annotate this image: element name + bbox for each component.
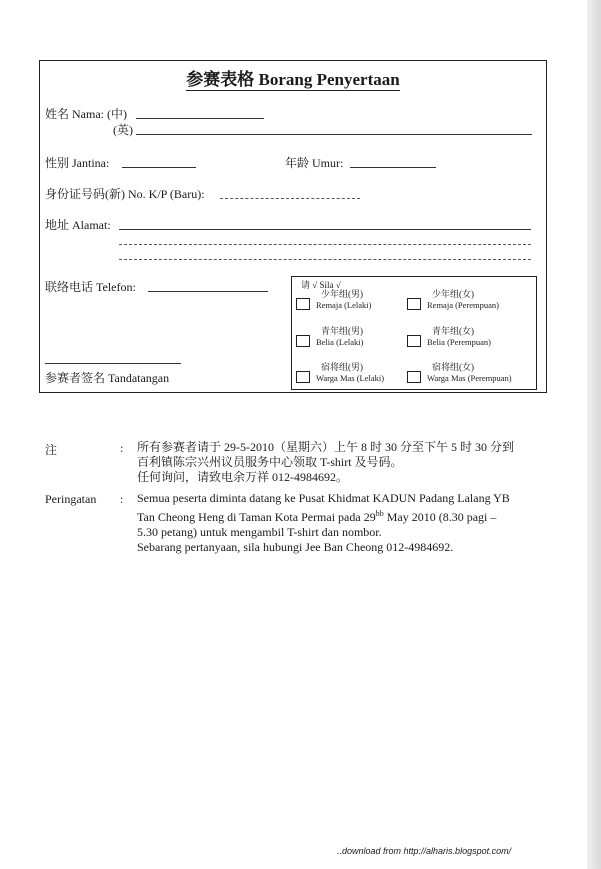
note-ms-text: Semua peserta diminta datang ke Pusat Khidmat KADUN Padang Lalang YB Tan Cheong Heng di Taman Kota Permai pada $29^{hb}$ May 2010 (8.30 pagi – 5.30 petang) untuk mengambil T-shirt dan nombor. Sebarang pertanyaan, sila hubungi Jee Ban Cheong 012-4984692.	[137, 491, 510, 554]
name-en-field[interactable]	[136, 134, 532, 135]
age-field[interactable]	[350, 167, 436, 168]
address-label: 地址 Alamat:	[45, 218, 111, 232]
category-header: 请 √ Sila √	[301, 280, 341, 290]
address-line-2[interactable]	[119, 244, 531, 245]
category-box	[291, 276, 537, 390]
note-zh-colon: :	[120, 441, 124, 455]
ic-field[interactable]	[220, 198, 360, 199]
form-title: 参赛表格 Borang Penyertaan	[186, 70, 400, 89]
ic-label: 身份证号码(新) No. K/P (Baru):	[45, 187, 205, 201]
checkbox[interactable]	[296, 298, 310, 310]
note-zh-text: 所有参赛者请于 29-5-2010（星期六）上午 8 时 30 分至下午 5 时 30 分到 百利镇陈宗兴州议员服务中心领取 T-shirt 及号码。 任何询问，请致电余万祥 012-4984692。	[137, 440, 514, 484]
download-footer: ..download from http://alharis.blogspot.com/	[337, 846, 512, 856]
registration-form	[39, 60, 547, 393]
category-belia-lelaki[interactable]: 青年组(男) Belia (Lelaki)	[296, 324, 412, 352]
page-edge-shadow	[587, 0, 601, 869]
checkbox[interactable]	[296, 335, 310, 347]
note-zh-label: 注	[45, 443, 58, 457]
checkbox[interactable]	[407, 335, 421, 347]
age-label: 年龄 Umur:	[285, 156, 344, 170]
signature-line[interactable]	[45, 363, 181, 364]
checkbox[interactable]	[407, 371, 421, 383]
category-wargamas-perempuan[interactable]: 宿将组(女) Warga Mas (Perempuan)	[407, 360, 523, 388]
address-line-1[interactable]	[119, 229, 531, 230]
category-wargamas-lelaki[interactable]: 宿将组(男) Warga Mas (Lelaki)	[296, 360, 412, 388]
checkbox[interactable]	[407, 298, 421, 310]
name-zh-field[interactable]	[136, 118, 264, 119]
category-remaja-perempuan[interactable]: 少年组(女) Remaja (Perempuan)	[407, 287, 523, 315]
name-label: 姓名 Nama: (中)	[45, 107, 127, 121]
signature-label: 参赛者签名 Tandatangan	[45, 371, 170, 385]
gender-label: 性别 Jantina:	[45, 156, 110, 170]
category-belia-perempuan[interactable]: 青年组(女) Belia (Perempuan)	[407, 324, 523, 352]
checkbox[interactable]	[296, 371, 310, 383]
phone-field[interactable]	[148, 291, 268, 292]
phone-label: 联络电话 Telefon:	[45, 280, 136, 294]
note-ms-label: Peringatan	[45, 492, 97, 506]
name-en-label: (英)	[113, 123, 133, 137]
address-line-3[interactable]	[119, 259, 531, 260]
note-ms-colon: :	[120, 492, 124, 506]
category-remaja-lelaki[interactable]: 少年组(男) Remaja (Lelaki)	[296, 287, 412, 315]
gender-field[interactable]	[122, 167, 196, 168]
